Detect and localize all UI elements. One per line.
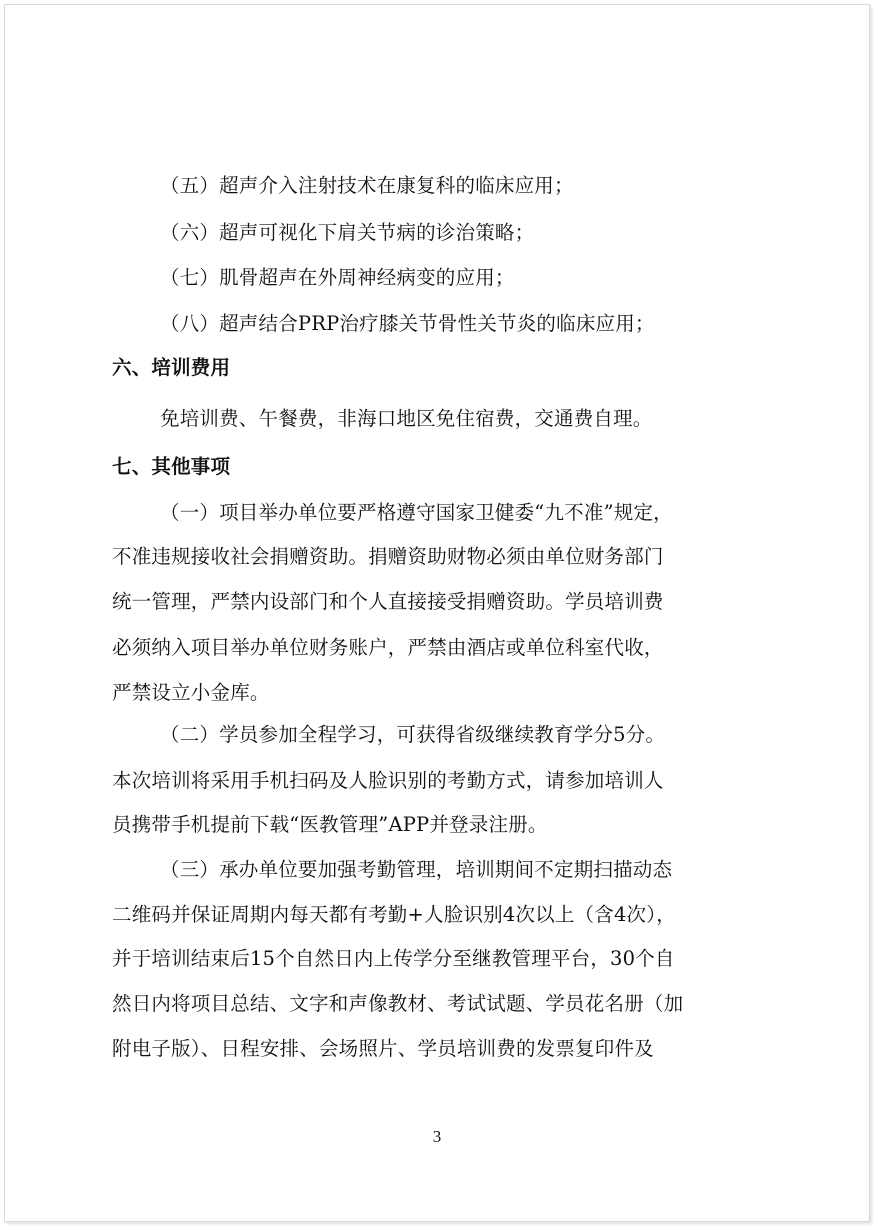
document-page (4, 4, 870, 1222)
section-7-heading: 七、其他事项 (112, 455, 231, 478)
section-7-item-1-line-5: 严禁设立小金库。 (112, 681, 270, 704)
section-7-item-2-line-2: 本次培训将采用手机扫码及人脸识别的考勤方式，请参加培训人 (112, 769, 664, 792)
section-7-item-3-line-5: 附电子版）、日程安排、会场照片、学员培训费的发票复印件及 (112, 1037, 654, 1060)
page-number: 3 (432, 1127, 442, 1146)
list-item-8: （八）超声结合PRP治疗膝关节骨性关节炎的临床应用； (160, 312, 655, 335)
list-item-6: （六）超声可视化下肩关节病的诊治策略； (160, 221, 535, 244)
section-7-item-3-line-3: 并于培训结束后15个自然日内上传学分至继教管理平台，30个自 (112, 947, 675, 970)
section-7-item-1-line-3: 统一管理，严禁内设部门和个人直接接受捐赠资助。学员培训费 (112, 590, 664, 613)
section-7-item-3-line-4: 然日内将项目总结、文字和声像教材、考试试题、学员花名册（加 (112, 992, 684, 1015)
list-item-7: （七）肌骨超声在外周神经病变的应用； (160, 266, 515, 289)
section-7-item-2-line-1: （二）学员参加全程学习，可获得省级继续教育学分5分。 (160, 723, 666, 746)
section-7-item-3-line-2: 二维码并保证周期内每天都有考勤+人脸识别4次以上（含4次）， (112, 903, 676, 926)
section-6-heading: 六、培训费用 (112, 356, 231, 379)
list-item-5: （五）超声介入注射技术在康复科的临床应用； (160, 174, 574, 197)
section-7-item-3-line-1: （三）承办单位要加强考勤管理，培训期间不定期扫描动态 (160, 858, 673, 881)
section-6-body: 免培训费、午餐费，非海口地区免住宿费，交通费自理。 (160, 407, 653, 430)
section-7-item-1-line-2: 不准违规接收社会捐赠资助。捐赠资助财物必须由单位财务部门 (112, 545, 664, 568)
section-7-item-1-line-1: （一）项目举办单位要严格遵守国家卫健委“九不准”规定， (160, 501, 673, 524)
section-7-item-1-line-4: 必须纳入项目举办单位财务账户，严禁由酒店或单位科室代收， (112, 636, 664, 659)
section-7-item-2-line-3: 员携带手机提前下载“医教管理”APP并登录注册。 (112, 813, 548, 836)
